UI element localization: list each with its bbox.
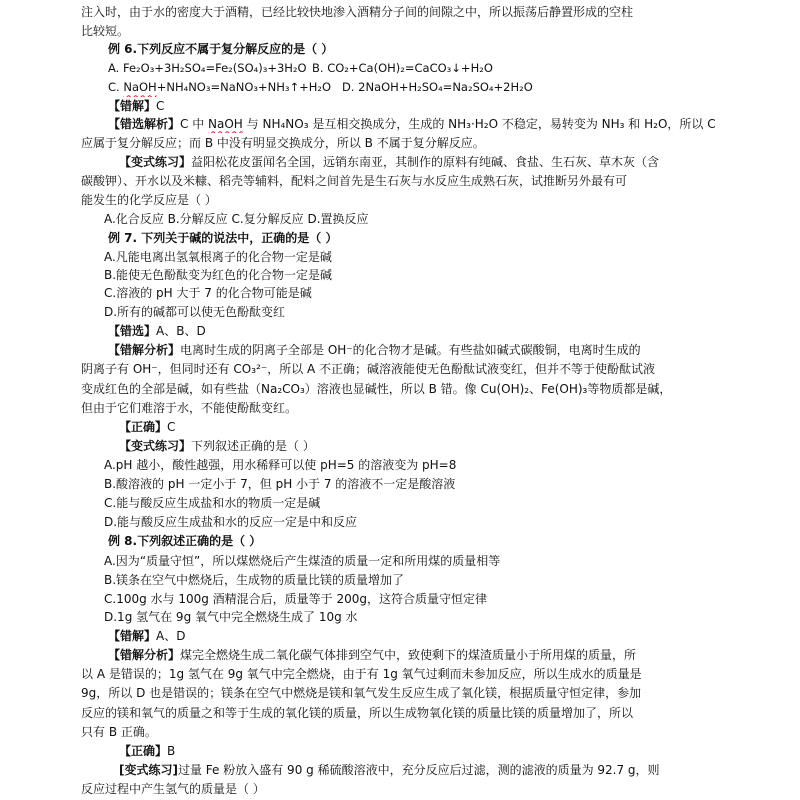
example-7-analysis-line-1: [108, 341, 760, 360]
example-6-practice-options: A.化合反应 B.分解反应 C.复分解反应 D.置换反应: [104, 212, 369, 227]
ex8-practice-label: [变式练习]: [119, 762, 178, 777]
ex8-analysis-text: 煤完全燃烧生成二氧化碳气体排到空气中，致使剩下的煤渣质量小于所用煤的质量，所: [180, 648, 637, 663]
example-7-correct-answer: [119, 418, 760, 437]
example-6-analysis-line-1: [108, 115, 760, 134]
ex6-option-c-rest: +NH₄NO₃=NaNO₃+NH₃↑+H₂O: [156, 80, 332, 95]
example-8-analysis-line-4: 反应的镁和氧气的质量之和等于生成的氧化镁的质量，所以生成物氧化镁的质量比镁的质量增加了，所以: [81, 705, 634, 720]
ex6-option-c-naoh: NaOH: [123, 80, 157, 95]
example-7-option-b: B.能使无色酚酞变为红色的化合物一定是碱: [104, 267, 333, 282]
intro-line-1: 注入时，由于水的密度大于酒精，已经比较快地渗入酒精分子间的间隙之中，所以振荡后静置形成的空柱: [81, 4, 634, 19]
example-7-practice-option-d: D.能与酸反应生成盐和水的反应一定是中和反应: [104, 515, 358, 530]
example-8-practice-line-2: 反应过程中产生氢气的质量是（ ）: [81, 782, 265, 796]
ex7-wrong-value: A、B、D: [156, 324, 206, 339]
example-7-analysis-line-2: 阴离子有 OH⁻，但同时还有 CO₃²⁻，所以 A 不正确；碱溶液能使无色酚酞试液变红，但并不等于使酚酞试液: [81, 362, 656, 377]
example-7-practice-option-a: A.pH 越小，酸性越强，用水稀释可以使 pH=5 的溶液变为 pH=8: [104, 458, 457, 472]
ex8-correct-label: 【正确】: [119, 743, 168, 758]
example-7-analysis-line-3: 变成红色的全部是碱，如有些盐（Na₂CO₃）溶液也显碱性，所以 B 错。像 Cu(OH)₂、Fe(OH)₃等物质都是碱，: [81, 381, 672, 396]
example-8-wrong-answer: [108, 627, 760, 646]
example-8-question: 例 8.下列叙述正确的是（ ）: [108, 534, 262, 549]
ex7-correct-label: 【正确】: [119, 419, 168, 434]
example-8-analysis-line-3: 9g，所以 D 也是错误的；镁条在空气中燃烧是镁和氧气发生反应生成了氧化镁，根据质量守恒定律，参加: [81, 686, 642, 701]
ex6-practice-text: 益阳松花皮蛋闻名全国，远销东南亚，其制作的原料有纯碱、食盐、生石灰、草木灰（含: [191, 154, 660, 169]
ex7-practice-label: 【变式练习】: [119, 438, 192, 453]
example-6-practice-line-1: [119, 153, 760, 172]
example-8-option-d: D.1g 氢气在 9g 氧气中完全燃烧生成了 10g 水: [104, 610, 358, 624]
example-6-analysis-line-2: 应属于复分解反应；而 B 中没有明显交换成分，所以 B 不属于复分解反应。: [81, 135, 485, 150]
example-8-practice-line-1: [119, 761, 760, 780]
example-8-option-c: C.100g 水与 100g 酒精混合后，质量等于 200g，这符合质量守恒定律: [104, 591, 488, 606]
ex7-correct-value: C: [167, 419, 176, 434]
ex6-analysis-label: 【错选解析】: [108, 116, 181, 131]
ex6-practice-label: 【变式练习】: [119, 154, 192, 169]
example-7-practice-question: [119, 437, 760, 456]
ex8-analysis-label: 【错解分析】: [108, 648, 181, 663]
example-6-option-d: D. 2NaOH+H₂SO₄=Na₂SO₄+2H₂O: [342, 80, 533, 95]
ex6-analysis-naoh: NaOH: [208, 116, 243, 131]
intro-line-2: 比较短。: [81, 23, 130, 38]
example-8-analysis-line-1: [108, 646, 760, 665]
example-8-correct-answer: [119, 742, 760, 761]
example-8-analysis-line-2: 以 A 是错误的；1g 氢气在 9g 氧气中完全燃烧，由于有 1g 氧气过剩而未参加反应，所以生成水的质量是: [81, 667, 642, 682]
ex8-correct-value: B: [167, 743, 176, 758]
example-7-option-d: D.所有的碱都可以使无色酚酞变红: [104, 305, 286, 320]
example-7-analysis-line-4: 但由于它们难溶于水，不能使酚酞变红。: [81, 400, 298, 415]
example-6-question: 例 6.下列反应不属于复分解反应的是（ ）: [108, 42, 334, 56]
ex6-option-a-text: A. Fe₂O₃+3H₂SO₄=Fe₂(SO₄)₃+3H₂O: [108, 61, 307, 76]
example-6-option-b: B. CO₂+Ca(OH)₂=CaCO₃↓+H₂O: [312, 61, 493, 76]
example-7-question: 例 7. 下列关于碱的说法中，正确的是（ ）: [108, 231, 338, 246]
example-7-wrong-answer: [108, 322, 760, 341]
example-8-analysis-line-5: 只有 B 正确。: [81, 724, 157, 739]
ex7-practice-text: 下列叙述正确的是（ ）: [191, 438, 315, 453]
example-6-practice-line-2: 碳酸钾）、开水以及米糠、稻壳等辅料，配料之间首先是生石灰与水反应生成熟石灰，试推断另外最有可: [81, 174, 627, 188]
ex6-wrong-value: C: [156, 98, 165, 113]
example-6-wrong-answer: [108, 97, 760, 116]
example-8-option-a: A.因为“质量守恒”，所以煤燃烧后产生煤渣的质量一定和所用煤的质量相等: [104, 553, 501, 568]
example-6-practice-line-3: 能发生的化学反应是（ ）: [81, 193, 217, 208]
example-7-option-c: C.溶液的 pH 大于 7 的化合物可能是碱: [104, 286, 312, 300]
ex7-analysis-label: 【错解分析】: [108, 343, 181, 358]
example-7-practice-option-b: B.酸溶液的 pH 一定小于 7，但 pH 小于 7 的溶液不一定是酸溶液: [104, 477, 456, 492]
ex6-wrong-label: 【错解】: [108, 98, 157, 113]
example-8-option-b: B.镁条在空气中燃烧后，生成物的质量比镁的质量增加了: [104, 572, 405, 587]
ex8-practice-text: 过量 Fe 粉放入盛有 90 g 稀硫酸溶液中，充分反应后过滤，测的滤液的质量为 92.7 g，则: [177, 762, 660, 777]
ex7-wrong-label: 【错选】: [108, 324, 157, 339]
ex8-wrong-label: 【错解】: [108, 629, 157, 644]
example-7-practice-option-c: C.能与酸反应生成盐和水的物质一定是碱: [104, 496, 321, 511]
ex8-wrong-value: A、D: [156, 629, 186, 644]
ex6-analysis-text-b: 与 NH₄NO₃ 是互相交换成分，生成的 NH₃·H₂O 不稳定，易转变为 NH₃ 和 H₂O，所以 C: [242, 116, 716, 131]
example-7-option-a: A.凡能电离出氢氧根离子的化合物一定是碱: [104, 249, 332, 264]
ex7-analysis-text: 电离时生成的阴离子全部是 OH⁻的化合物才是碱。有些盐如碱式碳酸铜，电离时生成的: [180, 343, 641, 358]
ex6-analysis-text-a: C 中: [180, 116, 209, 131]
ex6-option-c-label: C.: [108, 80, 120, 95]
